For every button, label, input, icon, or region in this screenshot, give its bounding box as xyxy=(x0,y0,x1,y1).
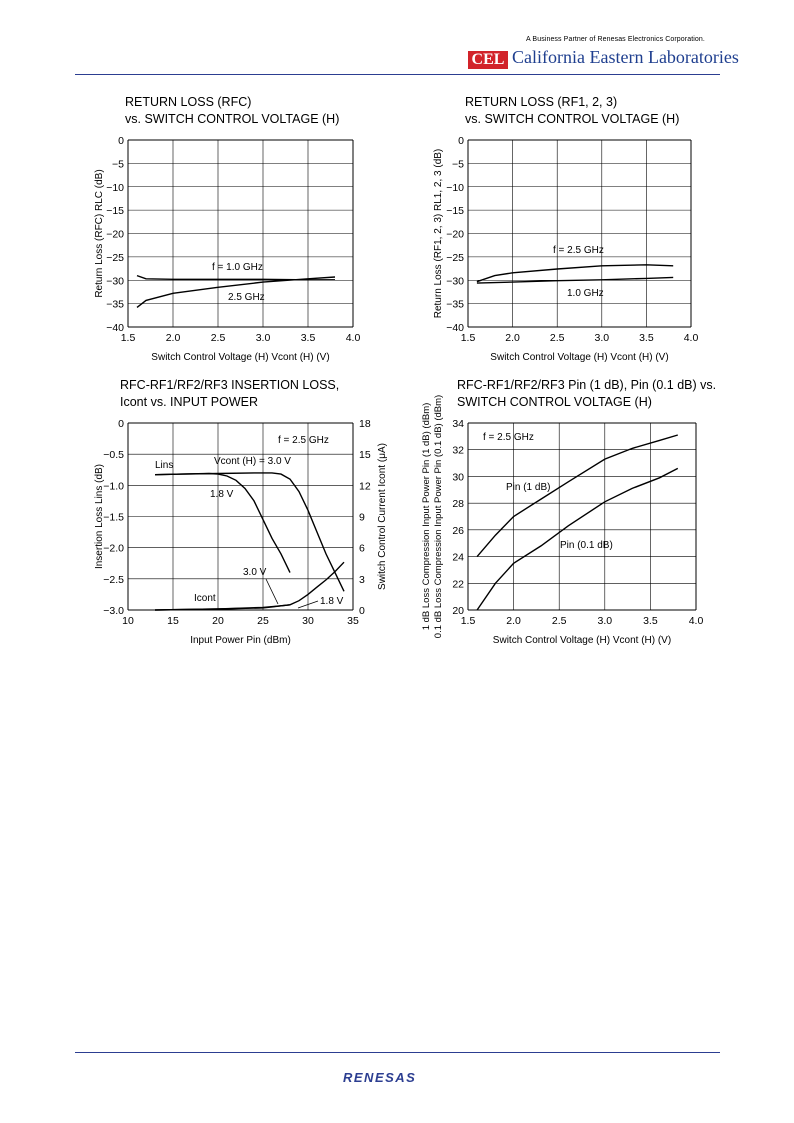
chart-title-line: RETURN LOSS (RF1, 2, 3) xyxy=(465,95,618,109)
x-tick-label: 2.5 xyxy=(551,615,567,627)
y2-tick-label: 15 xyxy=(359,449,371,462)
x-tick-label: 2.5 xyxy=(549,332,565,344)
series-label: 2.5 GHz xyxy=(228,292,265,303)
annotation-text: Icont xyxy=(194,593,216,604)
x-tick-label: 4.0 xyxy=(345,332,361,344)
y2-tick-label: 12 xyxy=(359,480,371,493)
annotation-text: Lins xyxy=(155,460,174,471)
x-tick-label: 3.0 xyxy=(594,332,610,344)
x-tick-label: 10 xyxy=(122,615,134,627)
chart-pin-compression xyxy=(420,375,725,655)
x-tick-label: 20 xyxy=(212,615,224,627)
y-tick-label: −2.0 xyxy=(103,542,124,555)
header-rule xyxy=(75,74,720,75)
y-tick-label: 32 xyxy=(452,444,464,457)
y-tick-label: −40 xyxy=(446,322,464,334)
y-axis-label: Return Loss (RF1, 2, 3) RL1, 2, 3 (dB) xyxy=(433,148,444,319)
y-tick-label: −5 xyxy=(452,158,464,171)
x-tick-label: 25 xyxy=(257,615,269,627)
series-label: f = 1.0 GHz xyxy=(212,262,263,273)
x-tick-label: 30 xyxy=(302,615,314,627)
series-line-3 xyxy=(155,605,290,610)
y-tick-label: −30 xyxy=(106,275,124,288)
y2-tick-label: 0 xyxy=(359,605,365,617)
x-axis-label: Switch Control Voltage (H) Vcont (H) (V) xyxy=(490,352,669,363)
company-name: California Eastern Laboratories xyxy=(512,47,739,67)
series-label: Pin (0.1 dB) xyxy=(560,540,613,551)
chart-title-line: RFC-RF1/RF2/RF3 Pin (1 dB), Pin (0.1 dB) vs. xyxy=(457,378,717,392)
y-tick-label: 24 xyxy=(452,551,464,564)
annotation-pointer xyxy=(266,579,278,604)
chart-title-line: vs. SWITCH CONTROL VOLTAGE (H) xyxy=(465,112,680,126)
y-tick-label: −20 xyxy=(106,228,124,241)
y-tick-label: 22 xyxy=(452,578,464,591)
x-tick-label: 2.0 xyxy=(506,615,521,627)
annotation-text: f = 2.5 GHz xyxy=(483,432,534,443)
x-axis-label: Switch Control Voltage (H) Vcont (H) (V) xyxy=(492,635,672,646)
chart-return-loss-rfc xyxy=(90,92,390,377)
footer-rule xyxy=(75,1052,720,1053)
y-tick-label: 0 xyxy=(118,418,124,430)
series-label: 1.0 GHz xyxy=(567,288,604,299)
x-tick-label: 4.0 xyxy=(683,332,699,344)
x-tick-label: 15 xyxy=(167,615,179,627)
x-tick-label: 4.0 xyxy=(688,615,704,627)
x-tick-label: 3.0 xyxy=(255,332,271,344)
y-tick-label: 34 xyxy=(452,418,464,430)
y-tick-label: 0 xyxy=(458,135,464,147)
y-tick-label: −10 xyxy=(446,181,464,194)
y-tick-label: −0.5 xyxy=(103,449,124,462)
y-axis-label: Return Loss (RFC) RLC (dB) xyxy=(94,169,105,298)
x-tick-label: 1.5 xyxy=(460,615,476,627)
cel-logo: CEL xyxy=(468,51,508,69)
y-tick-label: −2.5 xyxy=(103,573,124,586)
y2-tick-label: 3 xyxy=(359,573,365,586)
series-label: f = 2.5 GHz xyxy=(553,245,604,256)
y-tick-label: 20 xyxy=(452,605,464,617)
y-tick-label: 26 xyxy=(452,524,464,537)
annotation-text: 1.8 V xyxy=(210,489,234,500)
annotation-text: f = 2.5 GHz xyxy=(278,435,329,446)
y-tick-label: 28 xyxy=(452,498,464,511)
y-axis-label: 0.1 dB Loss Compression Input Power Pin (0.1 dB) (dBm) xyxy=(433,394,444,639)
x-tick-label: 1.5 xyxy=(120,332,136,344)
y-tick-label: −5 xyxy=(112,158,124,171)
x-axis-label: Input Power Pin (dBm) xyxy=(190,635,291,646)
x-tick-label: 2.0 xyxy=(165,332,181,344)
y-tick-label: 30 xyxy=(452,471,464,484)
x-tick-label: 2.5 xyxy=(210,332,226,344)
annotation-text: Vcont (H) = 3.0 V xyxy=(214,456,291,467)
chart-title-line: RETURN LOSS (RFC) xyxy=(125,95,252,109)
chart-title-line: Icont vs. INPUT POWER xyxy=(120,395,258,409)
y-tick-label: −40 xyxy=(106,322,124,334)
x-tick-label: 1.5 xyxy=(460,332,476,344)
y2-tick-label: 6 xyxy=(359,542,365,555)
x-tick-label: 2.0 xyxy=(505,332,520,344)
y-axis-label: Insertion Loss Lins (dB) xyxy=(94,463,105,570)
x-axis-label: Switch Control Voltage (H) Vcont (H) (V) xyxy=(151,352,330,363)
y2-axis-label: Switch Control Current Icont (μA) xyxy=(377,443,388,590)
y-axis-label: 1 dB Loss Compression Input Power Pin (1 dB) (dBm) xyxy=(421,402,432,631)
y-tick-label: −25 xyxy=(106,251,124,264)
y-tick-label: −15 xyxy=(106,205,124,218)
y-tick-label: −1.5 xyxy=(103,511,124,524)
y-tick-label: −3.0 xyxy=(103,605,124,617)
x-tick-label: 3.5 xyxy=(300,332,316,344)
header-tagline: A Business Partner of Renesas Electronics Corporation. xyxy=(526,36,705,43)
y-tick-label: −25 xyxy=(446,251,464,264)
chart-return-loss-rf123 xyxy=(425,92,725,377)
y-tick-label: −15 xyxy=(446,205,464,218)
x-tick-label: 35 xyxy=(347,615,359,627)
y-tick-label: −30 xyxy=(446,275,464,288)
y2-tick-label: 18 xyxy=(359,418,371,430)
series-label: Pin (1 dB) xyxy=(506,482,551,493)
annotation-text: 1.8 V xyxy=(320,596,344,607)
x-tick-label: 3.5 xyxy=(639,332,654,344)
annotation-text: 3.0 V xyxy=(243,567,267,578)
chart-insertion-loss-icont xyxy=(90,375,390,655)
y2-tick-label: 9 xyxy=(359,511,365,524)
x-tick-label: 3.5 xyxy=(643,615,658,627)
y-tick-label: −10 xyxy=(106,181,124,194)
y-tick-label: −35 xyxy=(446,298,464,311)
series-line-0 xyxy=(477,435,678,557)
y-tick-label: −1.0 xyxy=(103,480,124,493)
chart-title-line: RFC-RF1/RF2/RF3 INSERTION LOSS, xyxy=(120,378,340,392)
x-tick-label: 3.0 xyxy=(597,615,613,627)
renesas-logo: RENESAS xyxy=(343,1070,417,1085)
y-tick-label: −35 xyxy=(106,298,124,311)
y-tick-label: 0 xyxy=(118,135,124,147)
y-tick-label: −20 xyxy=(446,228,464,241)
chart-title-line: vs. SWITCH CONTROL VOLTAGE (H) xyxy=(125,112,340,126)
chart-title-line: SWITCH CONTROL VOLTAGE (H) xyxy=(457,395,652,409)
